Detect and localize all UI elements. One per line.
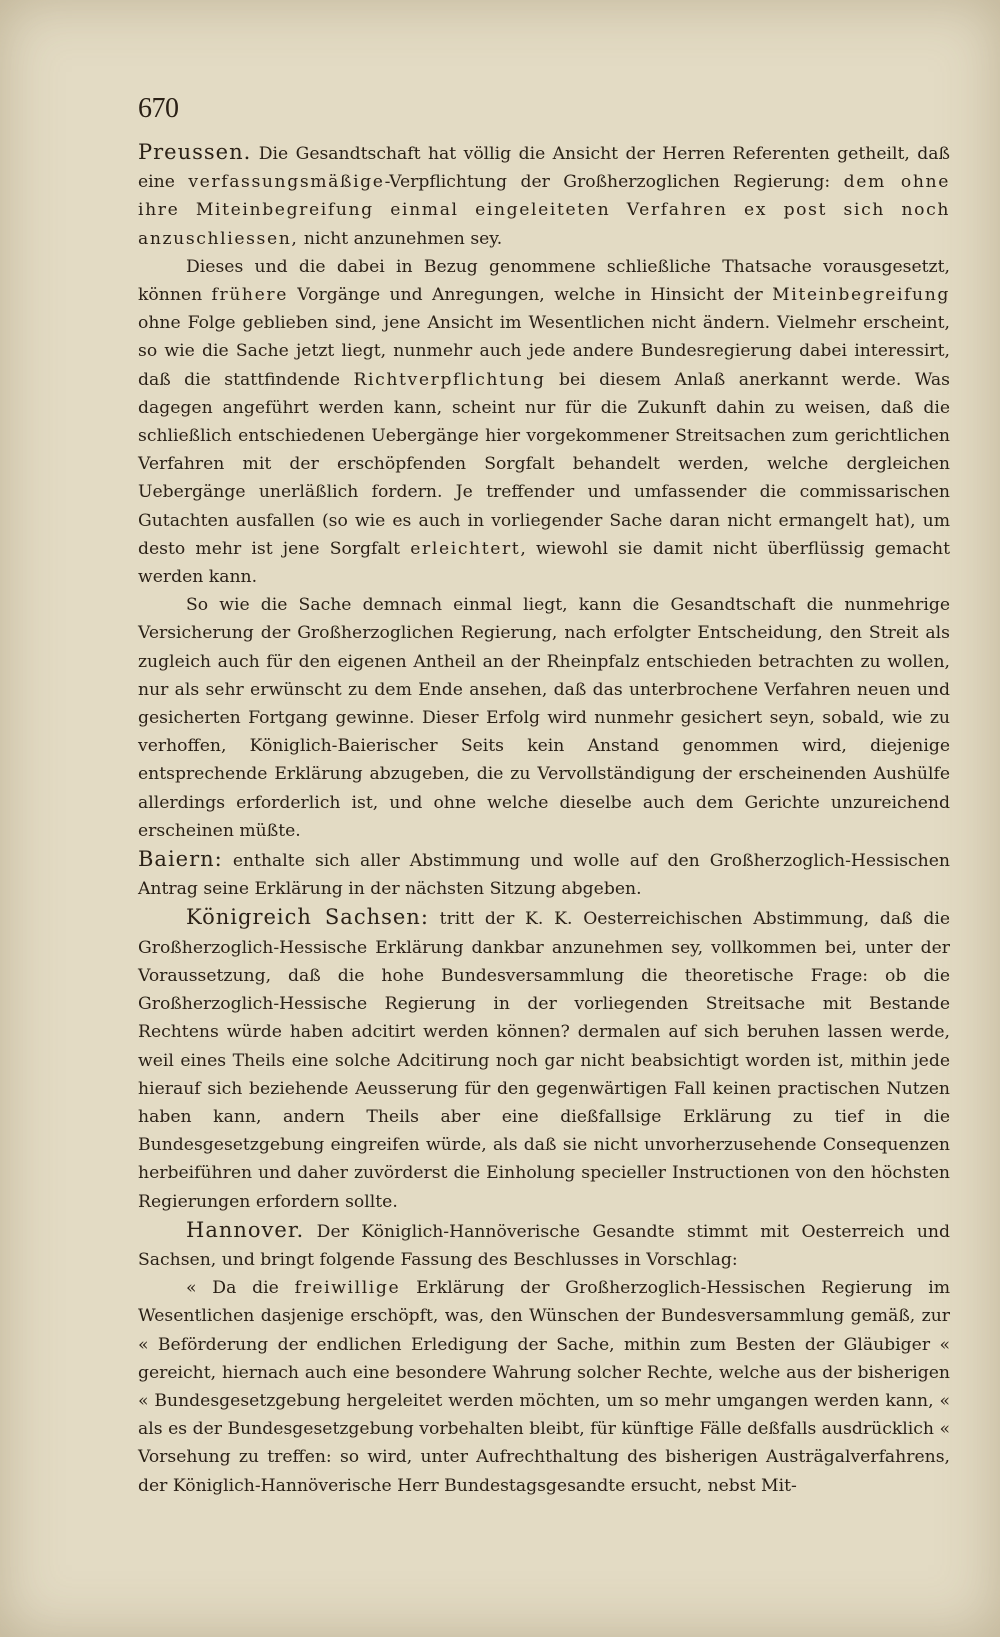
emphasis-text: dem ohne ihre Miteinbegreifung einmal eingeleiteten Verfahren ex post sich noch anzuschliessen, [138, 172, 950, 249]
emphasis-text: Miteinbegreifung [772, 285, 950, 306]
paragraph-text: bei diesem Anlaß anerkannt werde. Was dagegen angeführt werden kann, scheint nur für die Zukunft dahin zu weisen, daß die schließlich entschiedenen Uebergänge hier vorgekommener Streitsachen zum gerichtlichen Verfahren mit der erschöpfenden Sorgfalt behandelt werden, welche dergleichen Uebergänge unerläßlich fordern. Je treffender und umfassender die commissarischen Gutachten ausfallen (so wie es auch in vorliegender Sache daran nicht ermangelt hat), um desto mehr ist jene Sorgfalt [138, 369, 950, 559]
paragraph-text: Erklärung der Großherzoglich-Hessischen Regierung im Wesentlichen dasjenige erschöpft, was, den Wünschen der Bundesversammlung gemäß, zur « Beförderung der endlichen Erledigung der Sache, mithin zum Besten der Gläubiger « gereicht, hiernach auch eine besondere Wahrung solcher Rechte, welche aus der bisherigen « Bundesgesetzgebung hergeleitet werden möchten, um so mehr umgangen werden kann, « als es der Bundesgesetzgebung vorbehalten bleibt, für künftige Fälle deßfalls ausdrücklich « Vorsehung zu treffen: so wird, unter Aufrechthaltung des bisherigen Austrägalverfahrens, der Königlich-Hannöverische Herr Bundestagsgesandte ersucht, nebst Mit- [138, 1278, 950, 1496]
emphasis-text: freiwillige [294, 1278, 401, 1299]
paragraph-text: Die Gesandtschaft hat völlig die Ansicht der Herren Referenten getheilt, daß eine [138, 144, 950, 193]
paragraph-text: Dieses und die dabei in Bezug genommene schließliche Thatsache vorausgesetzt, können [138, 256, 950, 306]
document-page [138, 88, 958, 1628]
paragraph-dieses [138, 253, 950, 591]
paragraph-hannover [138, 1216, 950, 1274]
emphasis-text: erleichtert [410, 538, 521, 559]
paragraph-text: enthalte sich aller Abstimmung und wolle auf den Großherzoglich-Hessischen Antrag seine Erklärung in der nächsten Sitzung abgeben. [138, 851, 950, 900]
paragraph-sachsen [138, 903, 950, 1215]
paragraph-quote [138, 1274, 950, 1500]
page-number: 670 [138, 93, 179, 124]
paragraph-baiern [138, 845, 950, 903]
paragraph-so-wie [138, 591, 950, 845]
paragraph-text: So wie die Sache demnach einmal liegt, kann die Gesandtschaft die nunmehrige Versicherung der Großherzoglichen Regierung, nach erfolgter Entscheidung, den Streit als zugleich auch für den eigenen Antheil an der Rheinpfalz entschieden betrachten zu wollen, nur als sehr erwünscht zu dem Ende ansehen, daß das unterbrochene Verfahren neuen und gesicherten Fortgang gewinne. Dieser Erfolg wird nunmehr gesichert seyn, sobald, wie zu verhoffen, Königlich-Baierischer Seits kein Anstand genommen wird, diejenige entsprechende Erklärung abzugeben, die zu Vervollständigung der erscheinenden Aushülfe allerdings erforderlich ist, und ohne welche dieselbe auch dem Gerichte unzureichend erscheinen müßte. [138, 595, 950, 841]
paragraph-text: tritt der K. K. Oesterreichischen Abstimmung, daß die Großherzoglich-Hessische Erklärung dankbar anzunehmen sey, vollkommen bei, unter der Voraussetzung, daß die hohe Bundesversammlung die theoretische Frage: ob die Großherzoglich-Hessische Regierung in der vorliegenden Streitsache mit Bestande Rechtens würde haben adcitirt werden können? dermalen auf sich beruhen lassen werde, weil eines Theils eine solche Adcitirung noch gar nicht beabsichtigt worden ist, mithin jede hierauf sich beziehende Aeusserung für den gegenwärtigen Fall keinen practischen Nutzen haben kann, andern Theils aber eine dießfallsige Erklärung zu tief in die Bundesgesetzgebung eingreifen würde, als daß sie nicht unvorherzusehende Consequenzen herbeiführen und daher zuvörderst die Einholung specieller Instructionen von den höchsten Regierungen erfordern sollte. [138, 909, 950, 1212]
paragraph-text: -Verpflichtung der Großherzoglichen Regierung: [384, 172, 844, 193]
paragraph-preussen [138, 138, 950, 253]
document-body [138, 138, 950, 1500]
paragraph-text: Vorgänge und Anregungen, welche in Hinsicht der [287, 285, 773, 306]
emphasis-text: verfassungsmäßige [188, 172, 385, 193]
speaker-heading: Hannover. [186, 1217, 305, 1242]
speaker-heading: Preussen. [138, 140, 252, 164]
emphasis-text: Richtverpflichtung [353, 369, 546, 390]
paragraph-text: Der Königlich-Hannöverische Gesandte stimmt mit Oesterreich und Sachsen, und bringt folgende Fassung des Beschlusses in Vorschlag: [138, 1221, 950, 1270]
paragraph-text: ohne Folge geblieben sind, jene Ansicht im Wesentlichen nicht ändern. Vielmehr erscheint, so wie die Sache jetzt liegt, nunmehr auch jede andere Bundesregierung dabei interessirt, daß die stattfindende [138, 313, 950, 390]
paragraph-text: « Da die [186, 1278, 295, 1299]
paragraph-text: , wiewohl sie damit nicht überflüssig gemacht werden kann. [138, 538, 950, 588]
speaker-heading: Baiern: [138, 847, 223, 872]
emphasis-text: frühere [211, 285, 288, 306]
speaker-heading: Königreich Sachsen: [186, 905, 429, 930]
paragraph-text: nicht anzunehmen sey. [298, 228, 503, 249]
